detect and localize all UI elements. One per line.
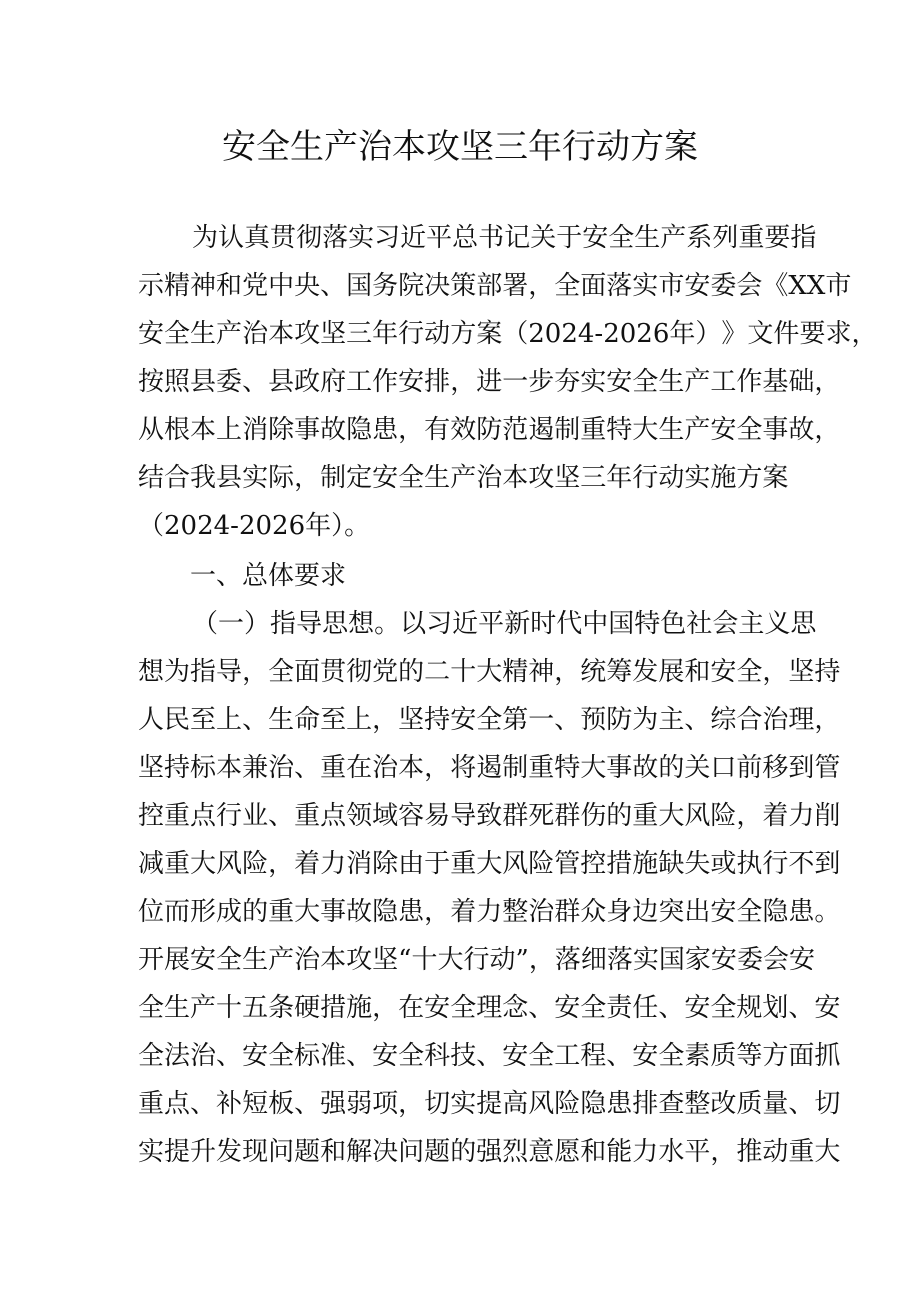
paragraph-line: 重 点 、 补 短 板 、 强 弱 项 ， 切 实 提 高 风 险 隐 患 排 查 整 改 质 量 、 切 [138, 1089, 841, 1119]
paragraph-line: 为 认 真 贯 彻 落 实 习 近 平 总 书 记 关 于 安 全 生 产 系 列 重 要 指 [192, 223, 817, 253]
paragraph-line: 减 重 大 风 险 ， 着 力 消 除 由 于 重 大 风 险 管 控 措 施 缺 失 或 执 行 不 到 [138, 849, 841, 879]
paragraph-line: 全 法 治 、 安 全 标 准 、 安 全 科 技 、 安 全 工 程 、 安 全 素 质 等 方 面 抓 [138, 1041, 841, 1071]
paragraph-line: （ 一 ） 指 导 思 想 。 以 习 近 平 新 时 代 中 国 特 色 社 会 主 义 思 [192, 609, 817, 639]
paragraph-line: 结 合 我 县 实 际 ， 制 定 安 全 生 产 治 本 攻 坚 三 年 行 动 实 施 方 案 [138, 463, 789, 493]
paragraph-line: 按 照 县 委 、 县 政 府 工 作 安 排 ， 进 一 步 夯 实 安 全 生 产 工 作 基 础 ， [138, 367, 841, 397]
paragraph-line: 实 提 升 发 现 问 题 和 解 决 问 题 的 强 烈 意 愿 和 能 力 水 平 ， 推 动 重 大 [138, 1137, 841, 1167]
paragraph-line: 坚 持 标 本 兼 治 、 重 在 治 本 ， 将 遏 制 重 特 大 事 故 的 关 口 前 移 到 管 [138, 753, 841, 783]
paragraph-line: 位 而 形 成 的 重 大 事 故 隐 患 ， 着 力 整 治 群 众 身 边 突 出 安 全 隐 患 。 [138, 897, 841, 927]
section-heading: 一、总体要求 [190, 561, 347, 591]
paragraph-line: 从 根 本 上 消 除 事 故 隐 患 ， 有 效 防 范 遏 制 重 特 大 生 产 安 全 事 故 ， [138, 415, 841, 445]
paragraph-line: （2024-2026年）。 [138, 511, 371, 541]
paragraph-line: 想 为 指 导 ， 全 面 贯 彻 党 的 二 十 大 精 神 ， 统 筹 发 展 和 安 全 ， 坚 持 [138, 657, 841, 687]
paragraph-line: 人 民 至 上 、 生 命 至 上 ， 坚 持 安 全 第 一 、 预 防 为 主 、 综 合 治 理 ， [138, 705, 841, 735]
paragraph-line: 全 生 产 十 五 条 硬 措 施 ， 在 安 全 理 念 、 安 全 责 任 、 安 全 规 划 、 安 [138, 993, 841, 1023]
paragraph-line: 安 全 生 产 治 本 攻 坚 三 年 行 动 方 案 （ 2024-2026 年 ） 》 文 件 要 求 ， [138, 319, 878, 349]
document-title: 安全生产治本攻坚三年行动方案 [222, 127, 698, 167]
paragraph-line: 示 精 神 和 党 中 央 、 国 务 院 决 策 部 署 ， 全 面 落 实 市 安 委 会 《 XX 市 [138, 271, 852, 301]
paragraph-line: 开 展 安 全 生 产 治 本 攻 坚 “ 十 大 行 动 ” ， 落 细 落 实 国 家 安 委 会 安 [138, 945, 815, 975]
paragraph-line: 控 重 点 行 业 、 重 点 领 域 容 易 导 致 群 死 群 伤 的 重 大 风 险 ， 着 力 削 [138, 801, 841, 831]
